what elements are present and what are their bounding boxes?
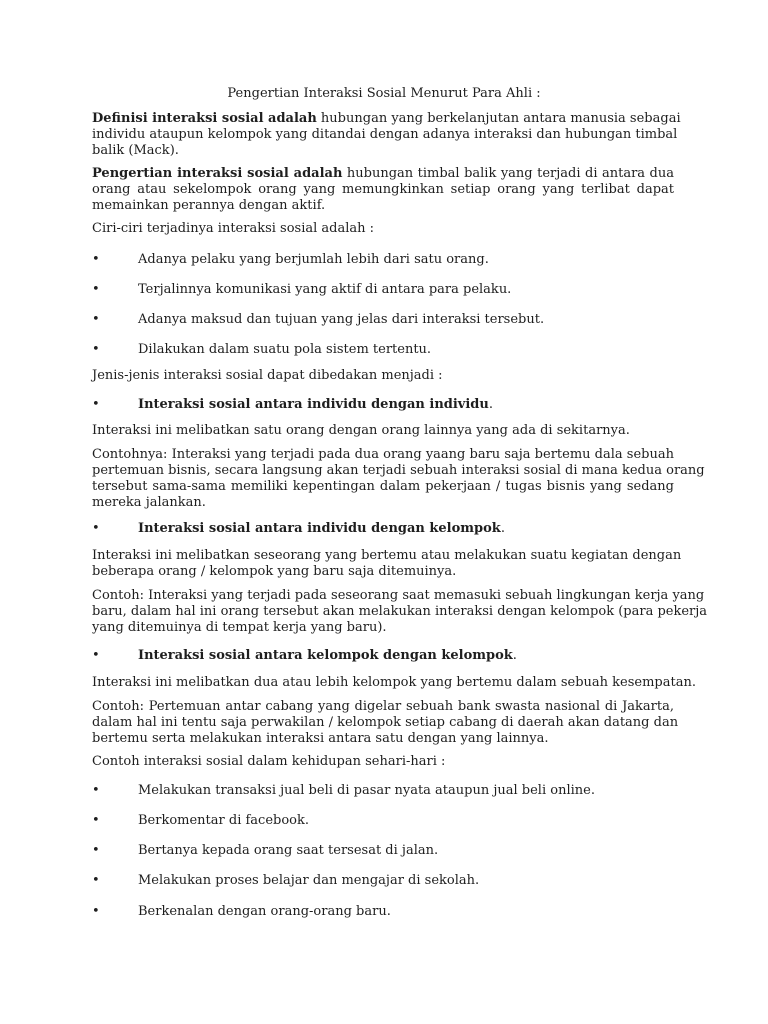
bullet-icon: • xyxy=(92,342,100,357)
bullet-icon: • xyxy=(92,783,100,798)
jenis-1-description: Interaksi ini melibatkan satu orang dengan orang lainnya yang ada di sekitarnya. xyxy=(92,423,630,438)
definition-1-text: hubungan yang berkelanjutan antara manusia sebagai xyxy=(316,111,681,126)
contoh-item-text: Bertanya kepada orang saat tersesat di jalan. xyxy=(138,843,439,858)
jenis-2-description-line-1: Interaksi ini melibatkan seseorang yang bertemu atau melakukan suatu kegiatan dengan xyxy=(92,548,682,563)
contoh-item-text: Berkenalan dengan orang-orang baru. xyxy=(138,904,391,919)
ciri-item-text: Adanya pelaku yang berjumlah lebih dari satu orang. xyxy=(138,252,489,267)
jenis-2-heading-text: Interaksi sosial antara individu dengan kelompok. xyxy=(138,521,505,536)
bullet-icon: • xyxy=(92,397,100,412)
jenis-3-heading-text: Interaksi sosial antara kelompok dengan kelompok. xyxy=(138,648,517,663)
jenis-2-example-line-3: yang ditemuinya di tempat kerja yang baru). xyxy=(92,620,387,635)
bullet-icon: • xyxy=(92,282,100,297)
bullet-icon: • xyxy=(92,521,100,536)
jenis-3-example-line-1: Contoh: Pertemuan antar cabang yang digelar sebuah bank swasta nasional di Jakarta, xyxy=(92,699,674,714)
ciri-intro: Ciri-ciri terjadinya interaksi sosial adalah : xyxy=(92,221,375,236)
jenis-2-description-line-2: beberapa orang / kelompok yang baru saja ditemuinya. xyxy=(92,564,457,579)
jenis-1-example-line-3: tersebut sama-sama memiliki kepentingan dalam pekerjaan / tugas bisnis yang sedang xyxy=(92,479,674,494)
bullet-icon: • xyxy=(92,312,100,327)
jenis-3-description: Interaksi ini melibatkan dua atau lebih kelompok yang bertemu dalam sebuah kesempatan. xyxy=(92,675,696,690)
jenis-intro: Jenis-jenis interaksi sosial dapat dibedakan menjadi : xyxy=(92,368,443,383)
definition-1-term: Definisi interaksi sosial adalah xyxy=(92,111,317,126)
ciri-item-text: Terjalinnya komunikasi yang aktif di antara para pelaku. xyxy=(138,282,512,297)
definition-1-line-2: individu ataupun kelompok yang ditandai dengan adanya interaksi dan hubungan timbal xyxy=(92,127,678,142)
jenis-2-example-line-2: baru, dalam hal ini orang tersebut akan melakukan interaksi dengan kelompok (para pekerja xyxy=(92,604,708,619)
jenis-1-example-line-4: mereka jalankan. xyxy=(92,495,206,510)
ciri-item-text: Dilakukan dalam suatu pola sistem tertentu. xyxy=(138,342,432,357)
jenis-3-example-line-2: dalam hal ini tentu saja perwakilan / kelompok setiap cabang di daerah akan datang dan xyxy=(92,715,679,730)
ciri-item-text: Adanya maksud dan tujuan yang jelas dari interaksi tersebut. xyxy=(138,312,545,327)
definition-2-term: Pengertian interaksi sosial adalah xyxy=(92,166,343,181)
bullet-icon: • xyxy=(92,843,100,858)
definition-2-text: hubungan timbal balik yang terjadi di antara dua xyxy=(342,166,674,181)
jenis-1-example-line-1: Contohnya: Interaksi yang terjadi pada dua orang yaang baru saja bertemu dala sebuah xyxy=(92,447,674,462)
bullet-icon: • xyxy=(92,813,100,828)
contoh-item-text: Berkomentar di facebook. xyxy=(138,813,310,828)
jenis-1-example-line-2: pertemuan bisnis, secara langsung akan terjadi sebuah interaksi sosial di mana kedua orang xyxy=(92,463,705,478)
contoh-item-text: Melakukan proses belajar dan mengajar di sekolah. xyxy=(138,873,480,888)
bullet-icon: • xyxy=(92,648,100,663)
page-title: Pengertian Interaksi Sosial Menurut Para Ahli : xyxy=(227,86,541,101)
bullet-icon: • xyxy=(92,873,100,888)
definition-2-line-2: orang atau sekelompok orang yang memungkinkan setiap orang yang terlibat dapat xyxy=(92,182,674,197)
definition-2-line-1 xyxy=(92,166,674,182)
contoh-intro: Contoh interaksi sosial dalam kehidupan sehari-hari : xyxy=(92,754,446,769)
jenis-1-heading-text: Interaksi sosial antara individu dengan individu. xyxy=(138,397,493,412)
contoh-item-text: Melakukan transaksi jual beli di pasar nyata ataupun jual beli online. xyxy=(138,783,595,798)
definition-2-line-3: memainkan perannya dengan aktif. xyxy=(92,198,326,213)
definition-1-line-3: balik (Mack). xyxy=(92,143,179,158)
bullet-icon: • xyxy=(92,904,100,919)
jenis-3-example-line-3: bertemu serta melakukan interaksi antara satu dengan yang lainnya. xyxy=(92,731,549,746)
definition-1-line-1 xyxy=(92,111,681,127)
bullet-icon: • xyxy=(92,252,100,267)
jenis-2-example-line-1: Contoh: Interaksi yang terjadi pada seseorang saat memasuki sebuah lingkungan kerja yang xyxy=(92,588,705,603)
